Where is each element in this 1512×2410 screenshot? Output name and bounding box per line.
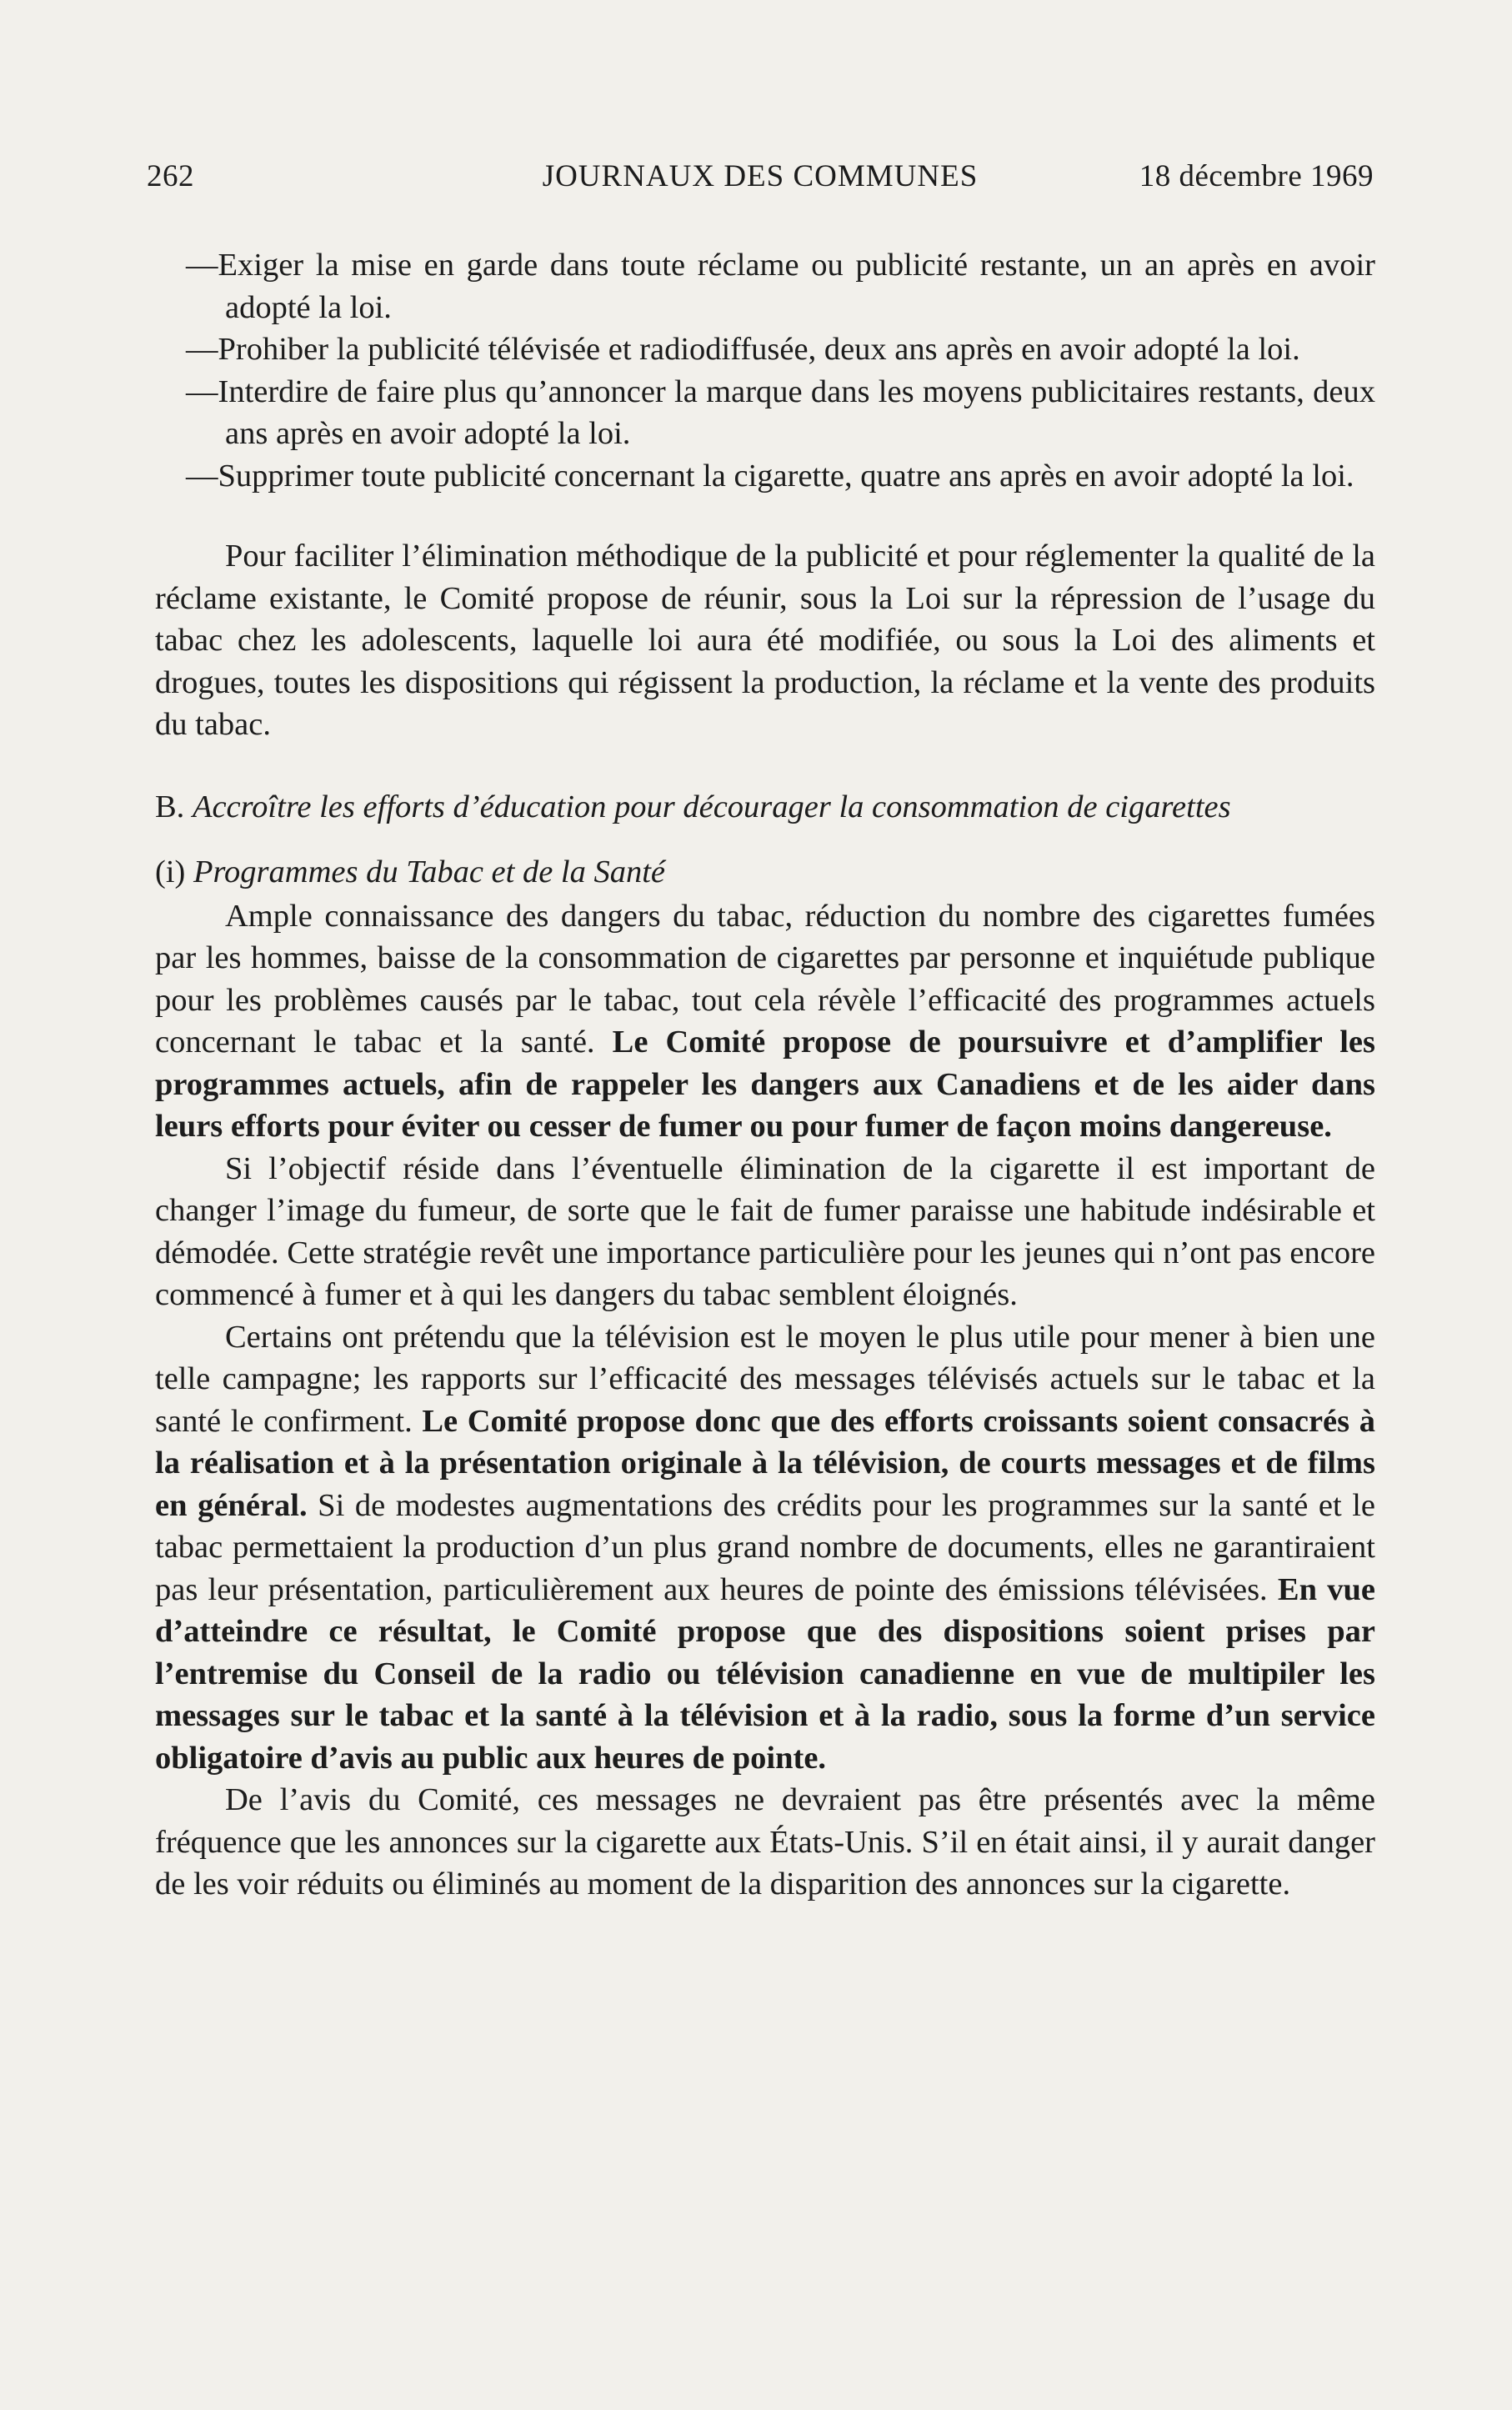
page-number: 262 <box>147 159 194 193</box>
bullet-item: —Exiger la mise en garde dans toute réclame ou publicité restante, un an après en avoir adopté la loi. <box>186 248 1375 325</box>
section-heading <box>155 786 1375 829</box>
body-text <box>155 244 1375 1906</box>
section-title: Accroître les efforts d’éducation pour décourager la consommation de cigarettes <box>192 789 1231 824</box>
intro-paragraph: Pour faciliter l’élimination méthodique de la publicité et pour réglementer la qualité de la réclame existante, le Comité propose de réunir, sous la Loi sur la répression de l’usage du tabac chez les adolescents, laquelle loi aura été modifiée, ou sous la Loi des aliments et drogues, toutes les dispositions qui régissent la production, la réclame et la vente des produits du tabac. <box>155 539 1375 742</box>
paragraph-1-text: Ample connaissance des dangers du tabac, réduction du nombre des cigarettes fumées par les hommes, baisse de la consommation de cigarettes par personne et inquiétude publique pour les problèmes causés par le tabac, tout cela révèle l’efficacité des programmes actuels concernant le tabac et la santé. <box>155 898 1375 1060</box>
bullet-item: —Prohiber la publicité télévisée et radiodiffusée, deux ans après en avoir adopté la loi. <box>186 332 1300 367</box>
paragraph-2: Si l’objectif réside dans l’éventuelle élimination de la cigarette il est important de changer l’image du fumeur, de sorte que le fait de fumer paraisse une habitude indésirable et démodée. Cette stratégie revêt une importance particulière pour les jeunes qui n’ont pas encore commencé à fumer et à qui les dangers du tabac semblent éloignés. <box>155 1150 1375 1312</box>
subsection-number: (i) <box>155 854 186 889</box>
header-date: 18 décembre 1969 <box>1139 159 1374 193</box>
paragraph-1-bold: Le Comité propose de poursuivre et d’amplifier les programmes actuels, afin de rappeler les dangers aux Canadiens et de les aider dans leurs efforts pour éviter ou cesser de fumer ou pour fumer de façon moins dangereuse. <box>155 1025 1375 1144</box>
bullet-item: —Supprimer toute publicité concernant la cigarette, quatre ans après en avoir adopté la loi. <box>186 458 1354 494</box>
section-letter: B. <box>155 789 185 824</box>
bullet-item: —Interdire de faire plus qu’annoncer la marque dans les moyens publicitaires restants, deux ans après en avoir adopté la loi. <box>186 373 1375 451</box>
paragraph-1 <box>155 895 1375 1148</box>
paragraph-4: De l’avis du Comité, ces messages ne devraient pas être présentés avec la même fréquence que les annonces sur la cigarette aux États-Unis. S’il en était ainsi, il y aurait danger de les voir réduits ou éliminés au moment de la disparition des annonces sur la cigarette. <box>155 1782 1375 1901</box>
paragraph-3-text-2: Si de modestes augmentations des crédits pour les programmes sur la santé et le tabac permettaient la production d’un plus grand nombre de documents, elles ne garantiraient pas leur présentation, particulièrement aux heures de pointe des émissions télévisées. <box>155 1487 1376 1607</box>
page-header <box>147 158 1374 208</box>
paragraph-3-text-1: Certains ont prétendu que la télévision est le moyen le plus utile pour mener à bien une telle campagne; les rapports sur l’efficacité des messages télévisés actuels sur le tabac et la santé le confirment. <box>155 1319 1375 1439</box>
paragraph-3-bold-2: En vue d’atteindre ce résultat, le Comité propose que des dispositions soient prises par l’entremise du Conseil de la radio ou télévision canadienne en vue de multipiler les messages sur le tabac et la santé à la télévision et à la radio, sous la forme d’un service obligatoire d’avis au public aux heures de pointe. <box>155 1571 1375 1776</box>
subsection-title: Programmes du Tabac et de la Santé <box>193 854 666 889</box>
paragraph-3-bold-1: Le Comité propose donc que des efforts croissants soient consacrés à la réalisation et à la présentation originale à la télévision, de courts messages et de films en général. <box>155 1403 1375 1523</box>
journal-title: JOURNAUX DES COMMUNES <box>542 159 979 193</box>
paragraph-3 <box>155 1316 1375 1780</box>
subsection-heading <box>155 851 1375 894</box>
